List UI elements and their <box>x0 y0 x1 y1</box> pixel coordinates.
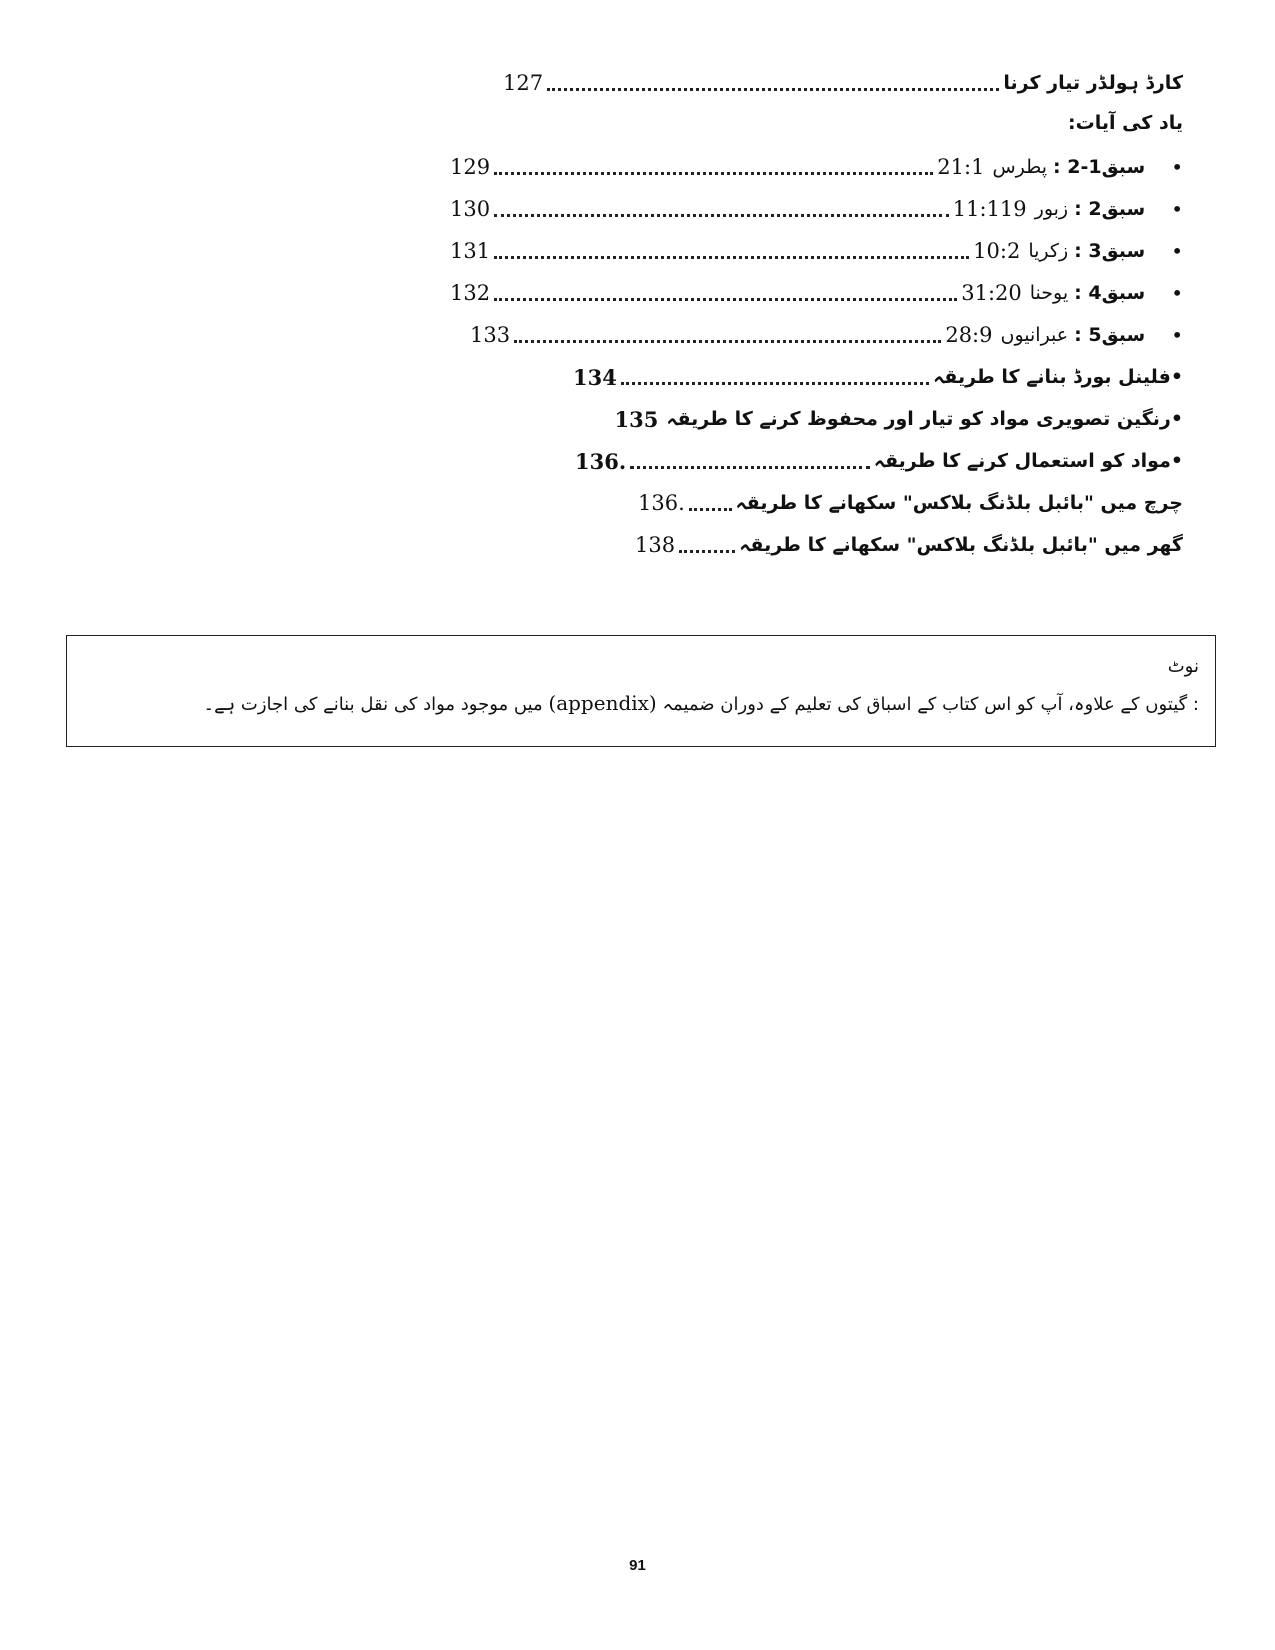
toc-entry-page: 132 <box>450 281 491 305</box>
toc-entry-page: 131 <box>450 239 491 263</box>
toc-entry-page: 133 <box>470 323 511 347</box>
toc-entry-page: 134 <box>573 364 617 390</box>
toc-entry-title: کارڈ ہولڈر تیار کرنا <box>1003 72 1183 94</box>
toc-entry-title: •فلینل بورڈ بنانے کا طریقہ <box>933 366 1183 388</box>
memory-verse-item <box>450 276 1183 310</box>
note-title: نوٹ <box>1167 656 1199 677</box>
lesson-label: سبق1-2 : <box>1053 156 1146 178</box>
note-text-latin: (appendix) <box>548 691 657 715</box>
book-name: یوحنا <box>1029 282 1069 304</box>
dotted-leader <box>494 298 957 301</box>
toc-entry-page: 136. <box>575 448 627 474</box>
memory-verse-item <box>470 318 1183 352</box>
book-name: پطرس <box>992 156 1047 178</box>
bullet-icon: • <box>1171 155 1183 179</box>
toc-entry-title: چرچ میں "بائبل بلڈنگ بلاکس" سکھانے کا طریقہ <box>735 492 1183 514</box>
toc-entry-teaching-home <box>635 528 1183 562</box>
note-text-before: : گیتوں کے علاوہ، آپ کو اس کتاب کے اسباق کی تعلیم کے دوران ضمیمہ <box>662 694 1199 715</box>
toc-entry-title: •مواد کو استعمال کرنے کا طریقہ <box>873 450 1183 472</box>
dotted-leader <box>494 256 969 259</box>
dotted-leader <box>514 340 941 343</box>
dotted-leader <box>679 550 735 553</box>
dotted-leader <box>689 508 732 511</box>
memory-verses-heading: یاد کی آیات: <box>1068 112 1183 134</box>
toc-entry-page: 135 <box>614 406 659 432</box>
toc-entry-page: 127 <box>503 71 544 95</box>
memory-verse-item <box>450 234 1183 268</box>
toc-entry-teaching-church <box>638 486 1183 520</box>
lesson-label: سبق2 : <box>1074 198 1146 220</box>
verse-reference: 11:119 <box>952 197 1027 221</box>
lesson-label: سبق4 : <box>1074 282 1146 304</box>
toc-entry-page: 138 <box>635 533 676 557</box>
note-text-after: میں موجود مواد کی نقل بنانے کی اجازت ہے۔ <box>203 694 543 715</box>
book-name: زبور <box>1034 198 1069 220</box>
toc-entry-page: 129 <box>450 155 491 179</box>
dotted-leader <box>547 88 999 91</box>
toc-entry-title: •رنگین تصویری مواد کو تیار اور محفوظ کرنے کا طریقہ <box>666 408 1183 430</box>
book-name: عبرانیوں <box>1000 324 1069 346</box>
lesson-label: سبق3 : <box>1074 240 1146 262</box>
book-name: زکریا <box>1028 240 1069 262</box>
bullet-icon: • <box>1171 323 1183 347</box>
memory-verse-item <box>450 150 1183 184</box>
toc-entry-page: 136. <box>638 491 685 515</box>
dotted-leader <box>494 172 933 175</box>
note-box <box>66 635 1216 747</box>
toc-entry-page: 130 <box>450 197 491 221</box>
dotted-leader <box>621 382 929 385</box>
verse-reference: 28:9 <box>945 323 993 347</box>
dotted-leader <box>630 466 870 469</box>
lesson-label: سبق5 : <box>1074 324 1146 346</box>
verse-reference: 31:20 <box>961 281 1022 305</box>
note-text <box>83 691 1199 715</box>
toc-entry-card-holder <box>503 66 1183 100</box>
toc-entry-flannel-board <box>573 360 1183 394</box>
toc-entry-using-material <box>575 444 1183 478</box>
dotted-leader <box>494 214 949 217</box>
bullet-icon: • <box>1171 239 1183 263</box>
bullet-icon: • <box>1171 197 1183 221</box>
verse-reference: 10:2 <box>973 239 1021 263</box>
verse-reference: 21:1 <box>937 155 985 179</box>
bullet-icon: • <box>1171 281 1183 305</box>
toc-entry-title: گھر میں "بائبل بلڈنگ بلاکس" سکھانے کا طریقہ <box>739 534 1183 556</box>
toc-entry-color-pictures <box>614 402 1183 436</box>
memory-verse-item <box>450 192 1183 226</box>
page-number: 91 <box>629 1557 646 1574</box>
